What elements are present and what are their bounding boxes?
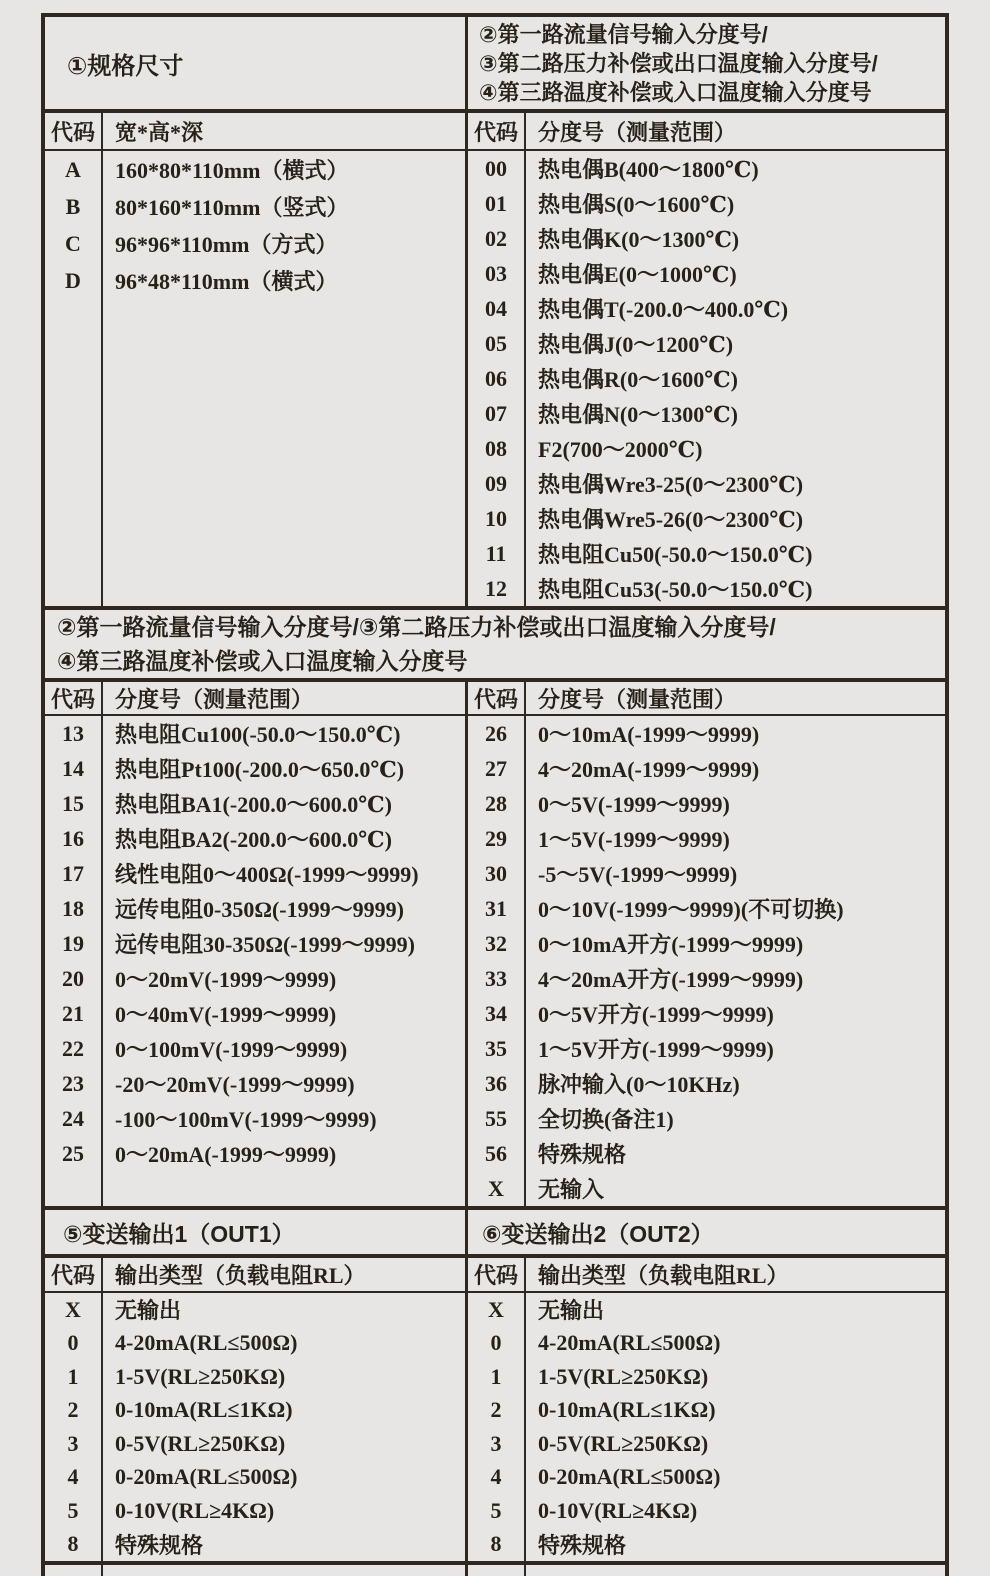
row-label-cell: 热电阻BA2(-200.0～600.0℃) <box>115 827 392 852</box>
row-code-cell: 10 <box>485 505 507 531</box>
row-label-cell: 1-5V(RL≥250KΩ) <box>538 1363 709 1389</box>
row-code-cell: 04 <box>485 295 507 321</box>
row-label-cell: F2(700～2000℃) <box>538 437 703 462</box>
row-code-cell: 2 <box>67 1397 79 1423</box>
row-code-cell: 30 <box>485 860 507 886</box>
row-code-cell: 07 <box>485 400 507 426</box>
section3-header-row <box>45 1258 945 1293</box>
row-label-cell: 0-5V(RL≥250KΩ) <box>538 1430 709 1456</box>
spec-table <box>41 13 949 1576</box>
row-label-cell: 0-10mA(RL≤1KΩ) <box>538 1397 716 1423</box>
row-label-cell: -20～20mV(-1999～9999) <box>115 1072 355 1097</box>
row-code-cell: 0 <box>490 1330 502 1356</box>
row-code-cell: 35 <box>485 1035 507 1061</box>
row-code-cell: 33 <box>485 965 507 991</box>
row-code-cell: 8 <box>490 1531 502 1557</box>
row-code-cell: 32 <box>485 930 507 956</box>
row-code-cell: 24 <box>62 1105 84 1131</box>
scale-range-header-right: 分度号（测量范围） <box>538 686 737 712</box>
size-table <box>45 151 468 606</box>
row-label-cell: 热电偶S(0～1600℃) <box>538 192 735 217</box>
row-label-cell: 热电偶Wre5-26(0～2300℃) <box>538 507 804 532</box>
section1-body <box>45 151 945 610</box>
row-label-cell: 热电阻Pt100(-200.0～650.0℃) <box>115 757 405 782</box>
row-code-cell: 22 <box>62 1035 84 1061</box>
row-label-cell: 0-20mA(RL≤500Ω) <box>115 1464 298 1490</box>
out2-table <box>468 1293 945 1561</box>
row-label-cell: 80*160*110mm（竖式） <box>115 195 349 220</box>
scale-table-00-12 <box>468 151 945 606</box>
row-code-cell: 03 <box>485 260 507 286</box>
row-code-cell: A <box>65 156 81 182</box>
row-code-cell: 25 <box>62 1140 84 1166</box>
row-label-cell: 96*96*110mm（方式） <box>115 232 338 257</box>
row-code-cell: 1 <box>67 1363 79 1389</box>
row-code-cell: X <box>488 1296 504 1322</box>
out1-table <box>45 1293 468 1561</box>
size-dims-header: 宽*高*深 <box>115 119 204 145</box>
row-label-cell: 0～10mA(-1999～9999) <box>538 722 760 747</box>
input-scale-title-line2: ③第二路压力补偿或出口温度输入分度号/ <box>479 50 878 76</box>
section1-title-band <box>45 17 945 113</box>
row-code-cell: 13 <box>62 720 84 746</box>
row-label-cell: 0～5V(-1999～9999) <box>538 792 730 817</box>
section2-title-line1: ②第一路流量信号输入分度号/③第二路压力补偿或出口温度输入分度号/ <box>57 614 776 640</box>
row-label-cell: 4～20mA(-1999～9999) <box>538 757 760 782</box>
section1-right-title <box>468 17 945 109</box>
scale-range-header: 分度号（测量范围） <box>538 119 737 145</box>
row-label-cell: 热电阻BA1(-200.0～600.0℃) <box>115 792 392 817</box>
row-label-cell: 0～5V开方(-1999～9999) <box>538 1002 774 1027</box>
row-label-cell: 0-5V(RL≥250KΩ) <box>115 1430 286 1456</box>
row-label-cell: 线性电阻0～400Ω(-1999～9999) <box>115 862 419 887</box>
row-code-cell: 4 <box>67 1464 79 1490</box>
row-code-cell: 01 <box>485 190 507 216</box>
row-label-cell: 0～40mV(-1999～9999) <box>115 1002 337 1027</box>
row-code-cell: 23 <box>62 1070 84 1096</box>
row-label-cell: 0-20mA(RL≤500Ω) <box>538 1464 721 1490</box>
row-label-cell: 0～10V(-1999～9999)(不可切换) <box>538 897 844 922</box>
row-code-cell: X <box>488 1175 504 1201</box>
scale-table-13-25 <box>45 716 468 1206</box>
row-code-cell: 19 <box>62 930 84 956</box>
row-code-cell: 5 <box>490 1497 502 1523</box>
row-code-cell: 5 <box>67 1497 79 1523</box>
row-code-cell: 3 <box>490 1430 502 1456</box>
row-label-cell: 全切换(备注1) <box>538 1107 674 1132</box>
section2-header-row <box>45 682 945 716</box>
out2-code-header: 代码 <box>468 1258 526 1291</box>
row-code-cell: 08 <box>485 435 507 461</box>
row-label-cell: 0～20mA(-1999～9999) <box>115 1142 337 1167</box>
row-code-cell: 12 <box>485 575 507 601</box>
input-scale-title-line3: ④第三路温度补偿或入口温度输入分度号 <box>479 79 872 105</box>
row-code-cell: 26 <box>485 720 507 746</box>
row-label-cell: 热电偶K(0～1300℃) <box>538 227 740 252</box>
row-code-cell: 36 <box>485 1070 507 1096</box>
section3-title-band <box>45 1210 945 1258</box>
row-label-cell: 热电偶J(0～1200℃) <box>538 332 734 357</box>
row-code-cell: 05 <box>485 330 507 356</box>
row-code-cell: 15 <box>62 790 84 816</box>
row-label-cell: 0-10V(RL≥4KΩ) <box>538 1497 698 1523</box>
row-code-cell: 11 <box>485 540 507 566</box>
row-label-cell: 1～5V开方(-1999～9999) <box>538 1037 774 1062</box>
row-label-cell: 0～100mV(-1999～9999) <box>115 1037 348 1062</box>
out2-type-header: 输出类型（负载电阻RL） <box>538 1263 789 1288</box>
row-code-cell: 00 <box>485 155 507 181</box>
scale-code-header-right: 代码 <box>468 682 526 714</box>
section3-body <box>45 1293 945 1565</box>
row-code-cell: 2 <box>490 1397 502 1423</box>
row-code-cell: 0 <box>67 1330 79 1356</box>
row-label-cell: 特殊规格 <box>115 1532 204 1558</box>
row-code-cell: C <box>65 230 81 256</box>
row-label-cell: 热电阻Cu100(-50.0～150.0℃) <box>115 722 401 747</box>
row-label-cell: 1～5V(-1999～9999) <box>538 827 730 852</box>
row-label-cell: 96*48*110mm（横式） <box>115 269 338 294</box>
row-label-cell: 热电阻Cu50(-50.0～150.0℃) <box>538 542 813 567</box>
scale-code-header: 代码 <box>468 113 526 149</box>
row-code-cell: 18 <box>62 895 84 921</box>
out1-code-header: 代码 <box>45 1258 103 1291</box>
row-label-cell: 0～10mA开方(-1999～9999) <box>538 932 804 957</box>
row-label-cell: 热电偶T(-200.0～400.0℃) <box>538 297 789 322</box>
row-code-cell: 17 <box>62 860 84 886</box>
row-code-cell: 16 <box>62 825 84 851</box>
cutoff-next-section <box>45 1565 945 1576</box>
section1-left-title: ①规格尺寸 <box>45 17 468 109</box>
row-code-cell: 1 <box>490 1363 502 1389</box>
out1-type-header: 输出类型（负载电阻RL） <box>115 1263 366 1288</box>
row-code-cell: 02 <box>485 225 507 251</box>
row-code-cell: 29 <box>485 825 507 851</box>
row-code-cell: 09 <box>485 470 507 496</box>
row-label-cell: 4-20mA(RL≤500Ω) <box>115 1330 298 1356</box>
scale-range-header-left: 分度号（测量范围） <box>115 686 314 712</box>
row-label-cell: 特殊规格 <box>538 1532 627 1558</box>
row-code-cell: 34 <box>485 1000 507 1026</box>
row-code-cell: 21 <box>62 1000 84 1026</box>
row-label-cell: 4～20mA开方(-1999～9999) <box>538 967 804 992</box>
row-label-cell: 热电偶N(0～1300℃) <box>538 402 738 427</box>
row-code-cell: 55 <box>485 1105 507 1131</box>
row-code-cell: 06 <box>485 365 507 391</box>
row-label-cell: 热电偶Wre3-25(0～2300℃) <box>538 472 804 497</box>
row-code-cell: 31 <box>485 895 507 921</box>
row-label-cell: 无输入 <box>538 1177 605 1202</box>
input-scale-title-line1: ②第一路流量信号输入分度号/ <box>479 21 768 47</box>
row-code-cell: 56 <box>485 1140 507 1166</box>
section2-title-band <box>45 610 945 682</box>
row-code-cell: 14 <box>62 755 84 781</box>
row-label-cell: 热电偶E(0～1000℃) <box>538 262 737 287</box>
row-label-cell: 热电偶R(0～1600℃) <box>538 367 738 392</box>
section2-body <box>45 716 945 1210</box>
row-label-cell: 远传电阻30-350Ω(-1999～9999) <box>115 932 415 957</box>
scale-table-26-x <box>468 716 945 1206</box>
row-label-cell: 热电偶B(400～1800℃) <box>538 157 759 182</box>
section2-title-line2: ④第三路温度补偿或入口温度输入分度号 <box>57 648 468 674</box>
row-label-cell: 远传电阻0-350Ω(-1999～9999) <box>115 897 404 922</box>
row-label-cell: -5～5V(-1999～9999) <box>538 862 738 887</box>
row-label-cell: 0-10V(RL≥4KΩ) <box>115 1497 275 1523</box>
section1-header-row <box>45 113 945 151</box>
row-label-cell: 0～20mV(-1999～9999) <box>115 967 337 992</box>
row-label-cell: 无输出 <box>538 1298 605 1324</box>
row-label-cell: 热电阻Cu53(-50.0～150.0℃) <box>538 577 813 602</box>
row-label-cell: 无输出 <box>115 1298 182 1324</box>
row-code-cell: 8 <box>67 1531 79 1557</box>
size-code-header: 代码 <box>45 113 103 149</box>
out1-title: ⑤变送输出1（OUT1） <box>45 1210 468 1254</box>
row-code-cell: 3 <box>67 1430 79 1456</box>
row-code-cell: X <box>65 1296 81 1322</box>
row-label-cell: 特殊规格 <box>538 1142 627 1167</box>
row-label-cell: 4-20mA(RL≤500Ω) <box>538 1330 721 1356</box>
row-code-cell: D <box>65 267 81 293</box>
row-label-cell: 0-10mA(RL≤1KΩ) <box>115 1397 293 1423</box>
row-label-cell: 160*80*110mm（横式） <box>115 158 349 183</box>
row-code-cell: 20 <box>62 965 84 991</box>
row-code-cell: 27 <box>485 755 507 781</box>
row-code-cell: 4 <box>490 1464 502 1490</box>
row-code-cell: B <box>65 193 81 219</box>
out2-title: ⑥变送输出2（OUT2） <box>482 1220 714 1247</box>
row-label-cell: -100～100mV(-1999～9999) <box>115 1107 377 1132</box>
row-label-cell: 1-5V(RL≥250KΩ) <box>115 1363 286 1389</box>
scale-code-header-left: 代码 <box>45 682 103 714</box>
row-label-cell: 脉冲输入(0～10KHz) <box>538 1072 740 1097</box>
row-code-cell: 28 <box>485 790 507 816</box>
